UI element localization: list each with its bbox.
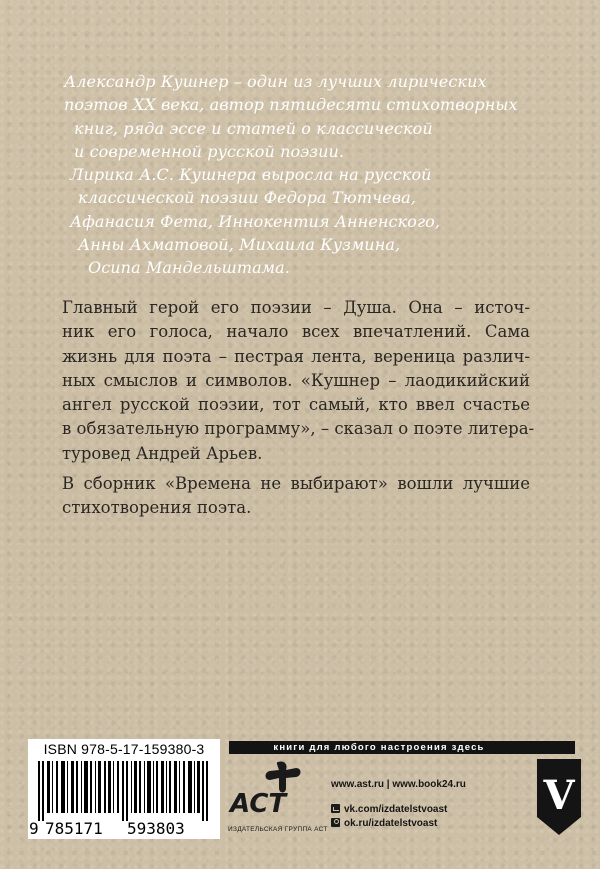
barcode-digit-group: 9 <box>29 819 39 838</box>
annotation-line: поэтов XX века, автор пятидесяти стихотворных <box>64 95 518 115</box>
vk-link-text[interactable]: vk.com/izdatelstvoast <box>344 804 448 815</box>
barcode <box>28 739 220 839</box>
ok-icon <box>331 818 340 827</box>
description-paragraph-2 <box>62 472 530 521</box>
description-line: Главный герой его поэзии – Душа. Она – источ- <box>62 298 530 317</box>
annotation-line: Александр Кушнер – один из лучших лирических <box>64 72 487 91</box>
barcode-digit-group: 785171 <box>45 819 103 838</box>
description-block <box>62 296 535 521</box>
annotation-line: книг, ряда эссе и статей о классической <box>74 118 433 138</box>
ok-link-text[interactable]: ok.ru/izdatelstvoast <box>344 818 438 829</box>
annotation-line: Анны Ахматовой, Михаила Кузмина, <box>78 235 401 255</box>
annotation-line: классической поэзии Федора Тютчева, <box>78 188 416 208</box>
description-paragraph-1 <box>62 296 535 466</box>
description-line: жизнь для поэта – пестрая лента, вереница различ- <box>62 346 530 366</box>
barcode-bars <box>38 761 212 821</box>
ast-logo <box>226 758 306 818</box>
annotation-line: и современной русской поэзии. <box>74 141 345 161</box>
vk-icon <box>331 804 340 813</box>
slogan-text: книги для любого настроения здесь <box>273 742 485 753</box>
description-line: ник его голоса, начало всех впечатлений. Сама <box>62 322 530 342</box>
slogan-banner <box>229 741 575 754</box>
description-line: ангел русской поэзии, тот самый, кто ввел счастье <box>62 395 530 415</box>
description-line: ных смыслов и символов. «Кушнер – лаодикийский <box>62 370 530 390</box>
description-line: в обязательную программу», – сказал о поэте литера- <box>62 419 535 439</box>
annotation-line: Лирика А.С. Кушнера выросла на русской <box>70 165 432 185</box>
isbn-label: ISBN 978-5-17-159380-3 <box>43 741 205 757</box>
description-line: туровед Андрей Арьев. <box>62 443 263 463</box>
description-line: стихотворения поэта. <box>62 498 252 518</box>
barcode-digit-group: 593803 <box>127 819 185 838</box>
description-line: В сборник «Времена не выбирают» вошли лучшие <box>62 474 530 494</box>
annotation-block <box>64 70 518 280</box>
publisher-caption: ИЗДАТЕЛЬСКАЯ ГРУППА АСТ <box>228 826 328 833</box>
annotation-line: Афанасия Фета, Иннокентия Анненского, <box>70 211 441 231</box>
v-brand-logo-letter: V <box>543 772 575 819</box>
ast-logo-text: ACT <box>230 789 287 818</box>
vk-link[interactable] <box>331 804 531 816</box>
v-brand-logo <box>537 759 581 835</box>
publisher-websites[interactable]: www.ast.ru | www.book24.ru <box>331 779 466 790</box>
ok-link[interactable] <box>331 818 531 830</box>
annotation-line: Осипа Мандельштама. <box>88 258 290 278</box>
